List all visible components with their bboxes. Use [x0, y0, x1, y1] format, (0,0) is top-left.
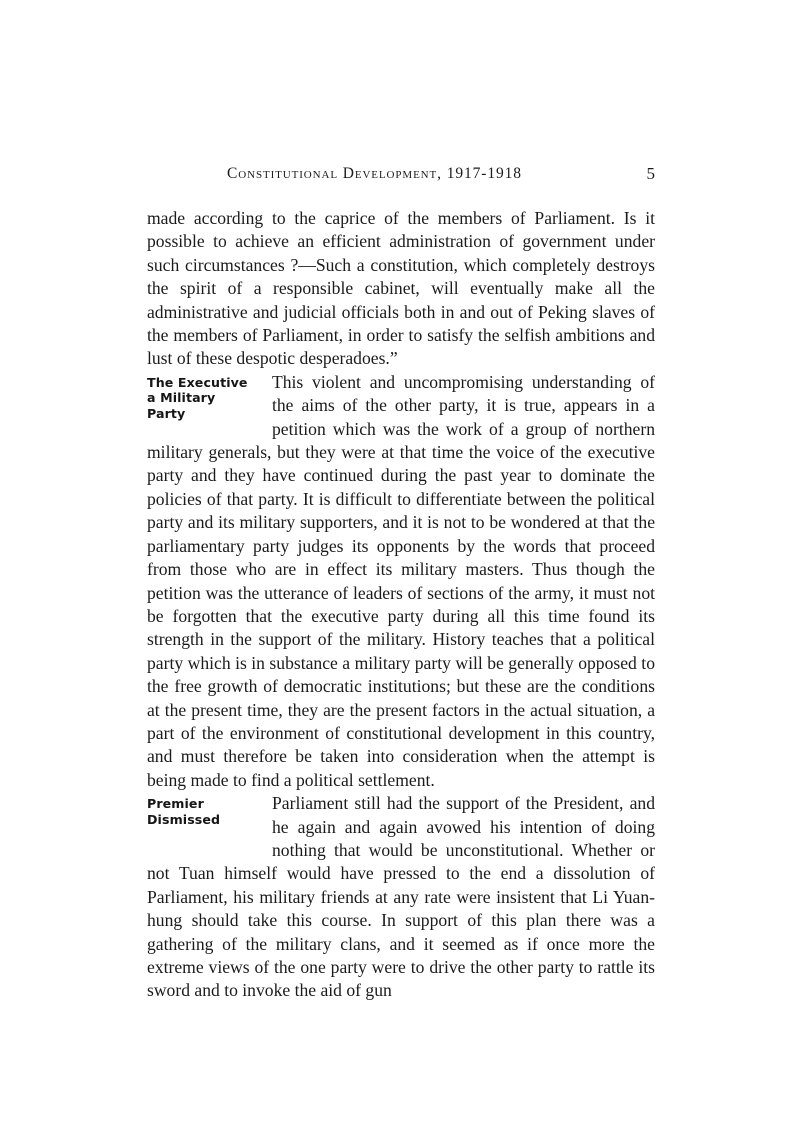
running-head [147, 165, 655, 187]
page-number: 5 [646, 164, 655, 183]
paragraph-2 [147, 371, 655, 792]
paragraph-2-text: This violent and uncompromising understanding of the aims of the other party, it is true, appears in a petition which was the work of a group of northern military generals, but they were at that time the voice of the executive party and they have continued during the past year to dominate the policies of that party. It is difficult to differentiate between the political party and its military supporters, and it is not to be wondered at that the parliamentary party judges its opponents by the words that proceed from those who are in effect its military masters. Thus though the petition was the utterance of leaders of sections of the army, it must not be forgotten that the executive party during all this time found its strength in the support of the military. History teaches that a political party which is in substance a military party will be generally opposed to the free growth of democratic institutions; but these are the conditions at the present time, they are the present factors in the actual situation, a part of the environment of constitutional development in this country, and must therefore be taken into consideration when the attempt is being made to find a political settlement. [147, 371, 655, 790]
side-note-premier-dismissed: Premier Dismissed [147, 796, 221, 827]
running-head-title: Constitutional Development, 1917-1918 [227, 165, 522, 182]
text-column [147, 207, 655, 1003]
paragraph-1: made according to the caprice of the members of Parliament. Is it possible to achieve an efficient administration of government under such circumstances ?—Such a constitution, which completely destroys the spirit of a responsible cabinet, will eventually make all the administrative and judicial officials both in and out of Peking slaves of the members of Parliament, in order to satisfy the selfish ambitions and lust of these despotic desperadoes.” [147, 208, 655, 369]
side-note-executive-military-party: The Executive a Military Party [147, 374, 248, 422]
paragraph-3-text: Parliament still had the support of the President, and he again and again avowed his intention of doing nothing that would be unconstitutional. Whether or not Tuan himself would have pressed to the end a dissolution of Parliament, his military friends at any rate were insistent that Li Yuan-hung should take this course. In support of this plan there was a gathering of the military clans, and it seemed as if once more the extreme views of the one party were to drive the other party to rattle its sword and to invoke the aid of gun [147, 793, 655, 1001]
paragraph-3 [147, 792, 655, 1003]
